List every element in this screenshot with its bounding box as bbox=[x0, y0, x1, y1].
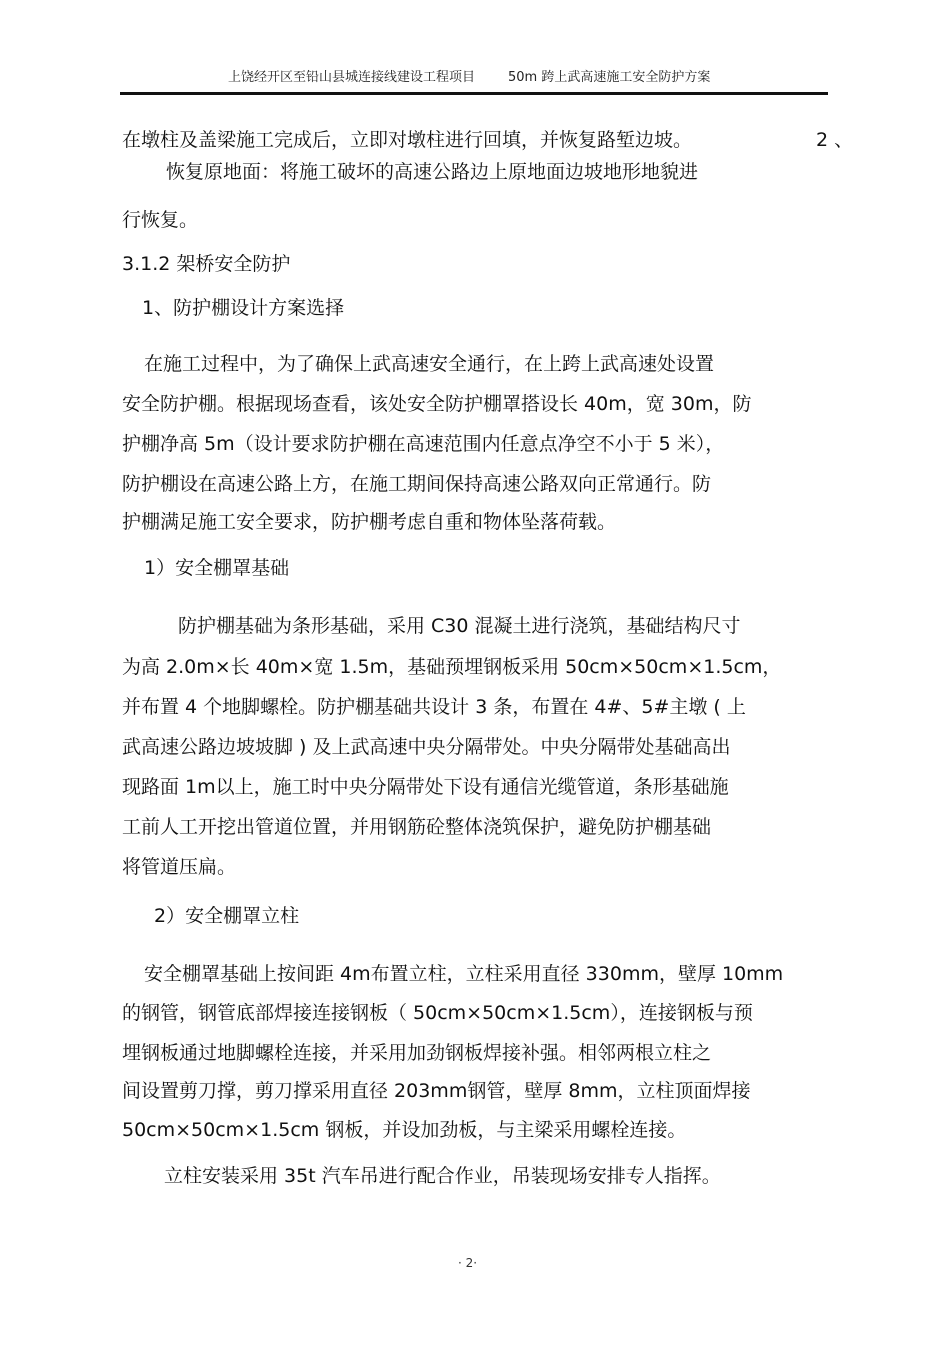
paragraph-line: 埋钢板通过地脚螺栓连接，并采用加劲钢板焊接补强。相邻两根立柱之 bbox=[122, 1042, 712, 1064]
paragraph-line: 防护棚基础为条形基础，采用 C30 混凝土进行浇筑，基础结构尺寸 bbox=[178, 615, 741, 637]
paragraph-line: 在墩柱及盖梁施工完成后，立即对墩柱进行回填，并恢复路堑边坡。 bbox=[122, 129, 693, 151]
paragraph-line: 在施工过程中，为了确保上武高速安全通行，在上跨上武高速处设置 bbox=[144, 353, 715, 375]
subsection-heading: 1）安全棚罩基础 bbox=[144, 557, 290, 579]
section-heading: 3.1.2 架桥安全防护 bbox=[122, 253, 291, 275]
paragraph-line: 并布置 4 个地脚螺栓。防护棚基础共设计 3 条，布置在 4#、5#主墩 ( 上 bbox=[122, 696, 746, 718]
header-project-title: 上饶经开区至铅山县城连接线建设工程项目 bbox=[228, 70, 476, 85]
paragraph-line: 防护棚设在高速公路上方，在施工期间保持高速公路双向正常通行。防 bbox=[122, 473, 712, 495]
paragraph-line: 行恢复。 bbox=[122, 209, 199, 231]
paragraph-line: 护棚满足施工安全要求，防护棚考虑自重和物体坠落荷载。 bbox=[122, 511, 617, 533]
paragraph-line: 立柱安装采用 35t 汽车吊进行配合作业，吊装现场安排专人指挥。 bbox=[164, 1165, 721, 1187]
subsection-heading: 1、防护棚设计方案选择 bbox=[142, 297, 345, 319]
header-rule bbox=[120, 92, 828, 95]
paragraph-line: 安全棚罩基础上按间距 4m布置立柱，立柱采用直径 330mm，壁厚 10mm bbox=[144, 963, 784, 985]
paragraph-line: 武高速公路边坡坡脚 ) 及上武高速中央分隔带处。中央分隔带处基础高出 bbox=[122, 736, 731, 758]
paragraph-line: 为高 2.0m×长 40m×宽 1.5m，基础预埋钢板采用 50cm×50cm×1.5cm， bbox=[122, 656, 782, 678]
paragraph-line: 的钢管，钢管底部焊接连接钢板（ 50cm×50cm×1.5cm），连接钢板与预 bbox=[122, 1002, 753, 1024]
paragraph-line: 恢复原地面：将施工破坏的高速公路边上原地面边坡地形地貌进 bbox=[166, 161, 699, 183]
paragraph-line: 将管道压扁。 bbox=[122, 856, 237, 878]
paragraph-line: 工前人工开挖出管道位置，并用钢筋砼整体浇筑保护，避免防护棚基础 bbox=[122, 816, 712, 838]
paragraph-line: 50cm×50cm×1.5cm 钢板，并设加劲板，与主梁采用螺栓连接。 bbox=[122, 1119, 687, 1141]
paragraph-line: 护棚净高 5m（设计要求防护棚在高速范围内任意点净空不小于 5 米）， bbox=[122, 433, 725, 455]
subsection-heading: 2）安全棚罩立柱 bbox=[154, 905, 300, 927]
paragraph-line: 安全防护棚。根据现场查看，该处安全防护棚罩搭设长 40m，宽 30m，防 bbox=[122, 393, 752, 415]
page-number: · 2· bbox=[458, 1256, 478, 1270]
paragraph-line: 间设置剪刀撑，剪刀撑采用直径 203mm钢管，壁厚 8mm，立柱顶面焊接 bbox=[122, 1080, 751, 1102]
list-number: 2 、 bbox=[816, 129, 854, 151]
paragraph-line: 现路面 1m以上，施工时中央分隔带处下设有通信光缆管道，条形基础施 bbox=[122, 776, 729, 798]
header-doc-title: 50m 跨上武高速施工安全防护方案 bbox=[508, 70, 711, 85]
